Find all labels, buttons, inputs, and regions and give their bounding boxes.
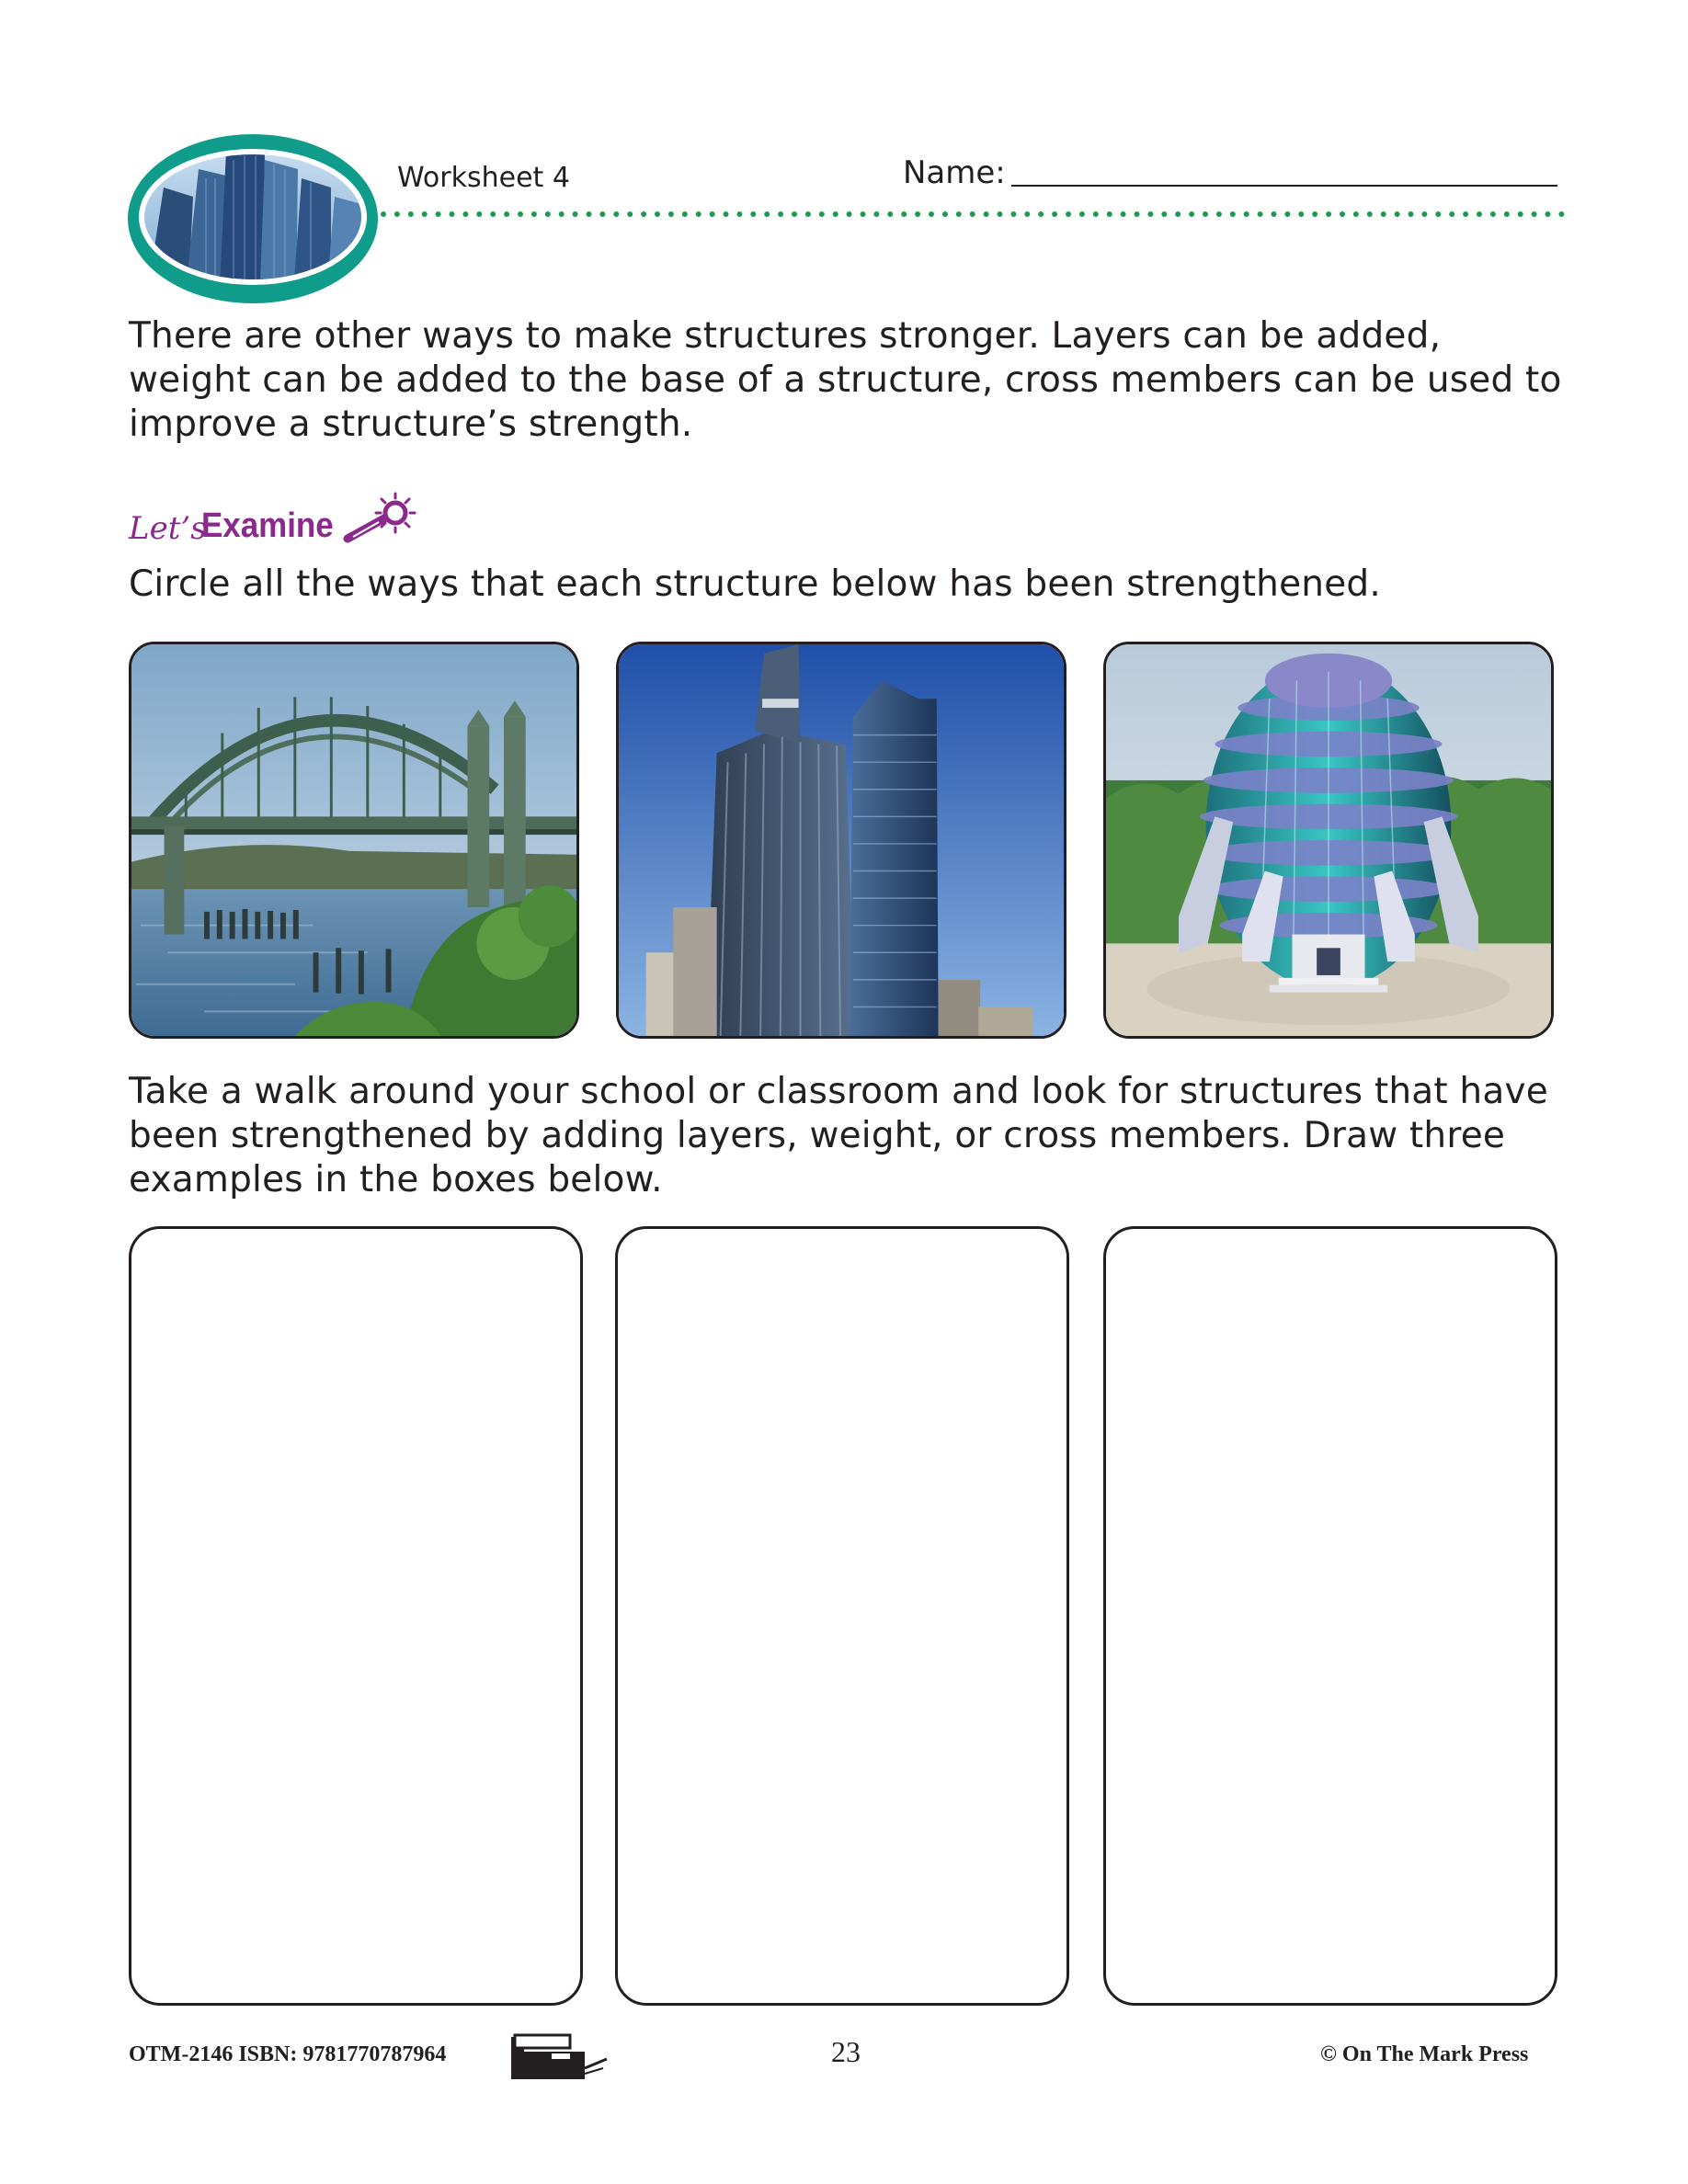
circle-instruction: Circle all the ways that each structure below has been strengthened. — [129, 563, 1381, 605]
lets-text: Let’s — [129, 510, 207, 547]
arch-bridge-photo — [129, 642, 579, 1039]
lets-examine-heading — [127, 491, 430, 555]
dotted-divider — [379, 210, 1565, 219]
drawing-box-2[interactable] — [615, 1226, 1069, 2006]
egg-building-photo — [1103, 642, 1554, 1039]
page-number: 23 — [831, 2035, 861, 2068]
footer-code-isbn: OTM-2146 ISBN: 9781770787964 — [129, 2042, 447, 2066]
magnifying-glass-icon — [348, 494, 415, 539]
name-field-line[interactable] — [1011, 185, 1557, 187]
city-skyline-oval-icon — [127, 132, 380, 305]
skyscrapers-photo — [616, 642, 1066, 1039]
draw-instruction: Take a walk around your school or classroom and look for structures that have been strengthened by adding layers, weight, or cross members. Draw three examples in the boxes below. — [129, 1071, 1548, 1200]
intro-paragraph: There are other ways to make structures stronger. Layers can be added, weight can be added to the base of a structure, cross members can be used to improve a structure’s strength. — [129, 315, 1562, 445]
examine-text: Examine — [200, 505, 334, 545]
name-label: Name: — [903, 154, 1006, 191]
worksheet-label: Worksheet 4 — [397, 162, 570, 194]
publisher-credit: © On The Mark Press — [1320, 2042, 1529, 2066]
drawing-box-3[interactable] — [1103, 1226, 1557, 2006]
photocopier-icon — [511, 2031, 610, 2079]
drawing-box-1[interactable] — [129, 1226, 583, 2006]
